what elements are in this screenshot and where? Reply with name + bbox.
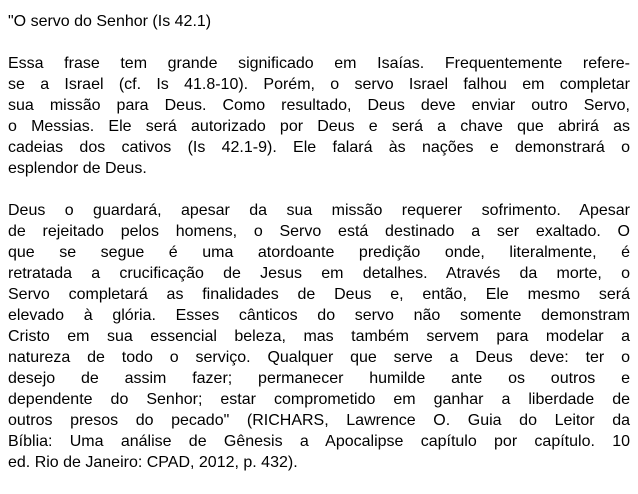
slide-content bbox=[8, 11, 630, 494]
paragraph-1-line: o Messias. Ele será autorizado por Deus e será a chave que abrirá as bbox=[8, 118, 630, 135]
paragraph-2-line: Servo completará as finalidades de Deus e, então, Ele mesmo será bbox=[8, 286, 630, 303]
paragraph-1-line: esplendor de Deus. bbox=[8, 160, 147, 177]
paragraph-2-line: ed. Rio de Janeiro: CPAD, 2012, p. 432). bbox=[8, 454, 298, 471]
paragraph-2-line: Cristo em sua essencial beleza, mas também servem para modelar a bbox=[8, 328, 630, 345]
paragraph-2 bbox=[8, 200, 630, 473]
paragraph-2-line: desejo de assim fazer; permanecer humilde ante os outros e bbox=[8, 370, 630, 387]
paragraph-1-line: Essa frase tem grande significado em Isaías. Frequentemente refere- bbox=[8, 55, 630, 72]
paragraph-2-line: Deus o guardará, apesar da sua missão requerer sofrimento. Apesar bbox=[8, 202, 630, 219]
paragraph-2-line: outros presos do pecado" (RICHARS, Lawrence O. Guia do Leitor da bbox=[8, 412, 630, 429]
paragraph-2-line: elevado à glória. Esses cânticos do servo não somente demonstram bbox=[8, 307, 630, 324]
paragraph-2-line: de rejeitado pelos homens, o Servo está destinado a ser exaltado. O bbox=[8, 223, 630, 240]
paragraph-2-line: Bíblia: Uma análise de Gênesis a Apocalipse capítulo por capítulo. 10 bbox=[8, 433, 630, 450]
paragraph-1-line: sua missão para Deus. Como resultado, Deus deve enviar outro Servo, bbox=[8, 97, 630, 114]
paragraph-2-line: que se segue é uma atordoante predição onde, literalmente, é bbox=[8, 244, 630, 261]
paragraph-1-line: cadeias dos cativos (Is 42.1-9). Ele falará às nações e demonstrará o bbox=[8, 139, 630, 156]
paragraph-2-line: retratada a crucificação de Jesus em detalhes. Através da morte, o bbox=[8, 265, 630, 282]
paragraph-1-line: se a Israel (cf. Is 41.8-10). Porém, o servo Israel falhou em completar bbox=[8, 76, 630, 93]
slide-title: "O servo do Senhor (Is 42.1) bbox=[8, 13, 212, 30]
paragraph-1 bbox=[8, 53, 630, 179]
paragraph-2-line: dependente do Senhor; estar comprometido em ganhar a liberdade de bbox=[8, 391, 630, 408]
paragraph-2-line: natureza de todo o serviço. Qualquer que serve a Deus deve: ter o bbox=[8, 349, 630, 366]
